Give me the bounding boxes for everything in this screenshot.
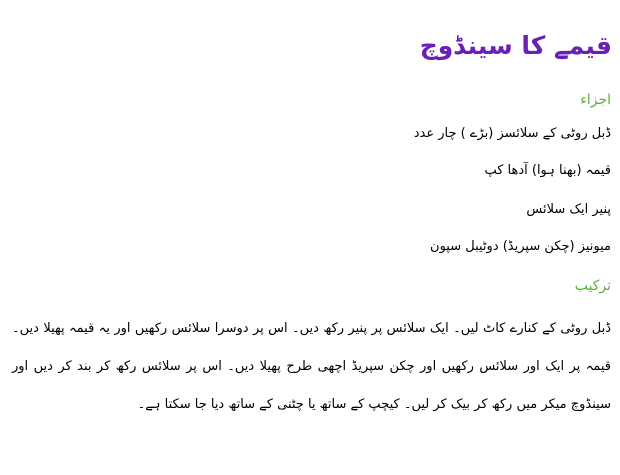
method-heading: ترکیب: [574, 278, 611, 294]
ingredient-item: ڈبل روٹی کے سلائسز (بڑے ) چار عدد: [413, 126, 611, 141]
ingredient-item: قیمہ (بھنا ہوا) آدھا کپ: [484, 163, 611, 178]
ingredients-heading: اجزاء: [580, 92, 611, 108]
ingredient-item: پنیر ایک سلائس: [526, 202, 611, 217]
recipe-title: قیمے کا سینڈوچ: [419, 31, 612, 60]
method-text: ڈبل روٹی کے کنارے کاٹ لیں۔ ایک سلائس پر پنیر رکھ دیں۔ اس پر دوسرا سلائس رکھیں اور یہ قیمہ پھیلا دیں۔ قیمہ پر ایک اور سلائس رکھیں اور چکن سپریڈ اچھی طرح پھیلا دیں۔ اس پر سلائس رکھ کر بند کر دیں اور سینڈوچ میکر میں رکھ کر بیک کر لیں۔ کیچپ کے ساتھ یا چٹنی کے ساتھ دیا جا سکتا ہے۔: [12, 321, 611, 412]
ingredient-item: میونیز (چکن سپریڈ) دوٹیبل سپون: [430, 239, 611, 254]
